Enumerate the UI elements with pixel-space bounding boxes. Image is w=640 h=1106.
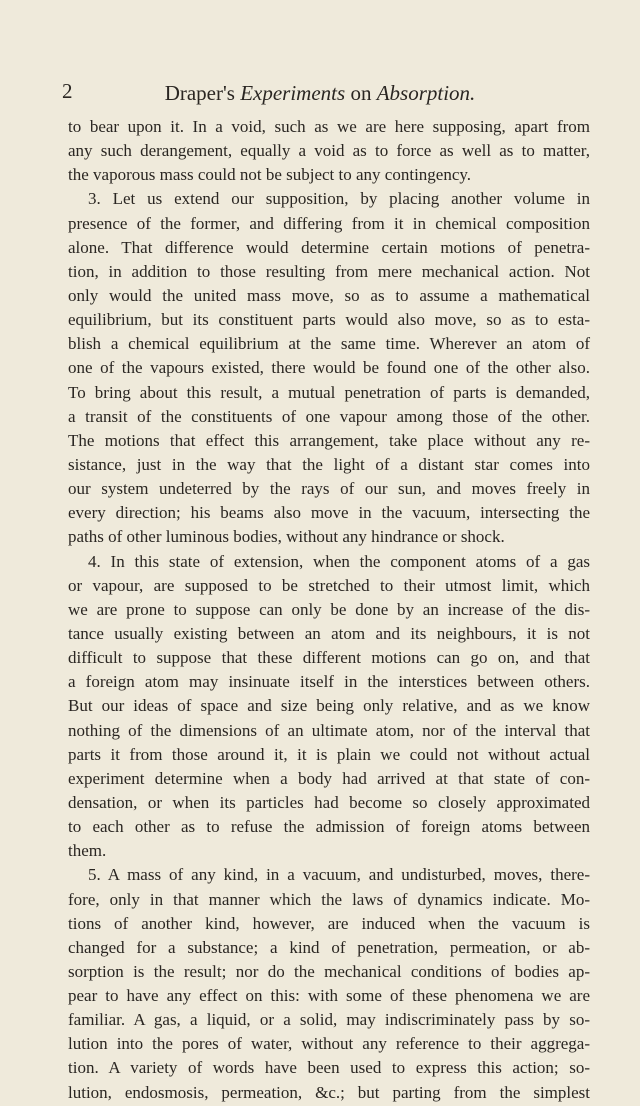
text-line: equilibrium, but its constituent parts would also move, so as to esta- <box>68 310 590 330</box>
text-line: To bring about this result, a mutual penetration of parts is demanded, <box>68 382 590 402</box>
text-line: tion. A variety of words have been used to express this action; so- <box>68 1058 590 1078</box>
text-line: 4. In this state of extension, when the component atoms of a gas <box>88 551 590 571</box>
text-line: we are prone to suppose can only be done by an increase of the dis- <box>68 599 590 619</box>
text-line: our system undeterred by the rays of our sun, and moves freely in <box>68 479 590 499</box>
running-head-text-on: on <box>345 81 377 105</box>
text-line: a transit of the constituents of one vapour among those of the other. <box>68 406 590 426</box>
text-line: them. <box>68 841 107 861</box>
text-line: one of the vapours existed, there would be found one of the other also. <box>68 358 590 378</box>
text-line: tance usually existing between an atom and its neighbours, it is not <box>68 623 590 643</box>
text-line: fore, only in that manner which the laws of dynamics indicate. Mo- <box>68 889 590 909</box>
text-line: alone. That difference would determine certain motions of penetra- <box>68 237 590 257</box>
text-line: experiment determine when a body had arrived at that state of con- <box>68 768 590 788</box>
text-line: to each other as to refuse the admission of foreign atoms between <box>68 817 590 837</box>
text-line: lution, endosmosis, permeation, &c.; but parting from the simplest <box>68 1082 590 1102</box>
text-line: densation, or when its particles had become so closely approximated <box>68 792 590 812</box>
text-line: presence of the former, and differing from it in chemical composition <box>68 213 590 233</box>
text-line: pear to have any effect on this: with some of these phenomena we are <box>68 986 590 1006</box>
text-line: or vapour, are supposed to be stretched to their utmost limit, which <box>68 575 590 595</box>
text-line: changed for a substance; a kind of penetration, permeation, or ab- <box>68 937 590 957</box>
page-number: 2 <box>62 79 73 103</box>
text-line: familiar. A gas, a liquid, or a solid, may indiscriminately pass by so- <box>68 1010 590 1030</box>
running-head-italic-absorption: Absorption. <box>376 81 476 105</box>
text-line: The motions that effect this arrangement, take place without any re- <box>68 430 590 450</box>
text-line: difficult to suppose that these different motions can go on, and that <box>68 648 590 668</box>
text-line: 3. Let us extend our supposition, by placing another volume in <box>88 189 590 209</box>
running-head-italic-experiments: Experiments <box>240 81 346 105</box>
text-line: But our ideas of space and size being only relative, and as we know <box>68 696 590 716</box>
text-line: only would the united mass move, so as to assume a mathematical <box>68 285 590 305</box>
text-line: sistance, just in the way that the light of a distant star comes into <box>68 454 590 474</box>
text-line: 5. A mass of any kind, in a vacuum, and undisturbed, moves, there- <box>88 865 590 885</box>
text-line: every direction; his beams also move in the vacuum, intersecting the <box>68 503 590 523</box>
text-line: the vaporous mass could not be subject to any contingency. <box>68 165 472 185</box>
body-text <box>68 115 590 1105</box>
running-head <box>0 79 640 105</box>
text-line: tions of another kind, however, are induced when the vacuum is <box>68 913 590 933</box>
text-line: blish a chemical equilibrium at the same time. Wherever an atom of <box>68 334 590 354</box>
running-head-text: Draper's <box>164 81 241 105</box>
text-line: lution into the pores of water, without any reference to their aggrega- <box>68 1034 590 1054</box>
text-line: paths of other luminous bodies, without any hindrance or shock. <box>68 527 505 547</box>
text-line: a foreign atom may insinuate itself in the interstices between others. <box>68 672 590 692</box>
text-line: to bear upon it. In a void, such as we are here supposing, apart from <box>68 117 590 136</box>
text-line: any such derangement, equally a void as to force as well as to matter, <box>68 141 590 161</box>
text-line: tion, in addition to those resulting from mere mechanical action. Not <box>68 261 590 281</box>
text-line: nothing of the dimensions of an ultimate atom, nor of the interval that <box>68 720 590 740</box>
text-line: sorption is the result; nor do the mechanical conditions of bodies ap- <box>68 961 590 981</box>
text-line: parts it from those around it, it is plain we could not without actual <box>68 744 590 764</box>
